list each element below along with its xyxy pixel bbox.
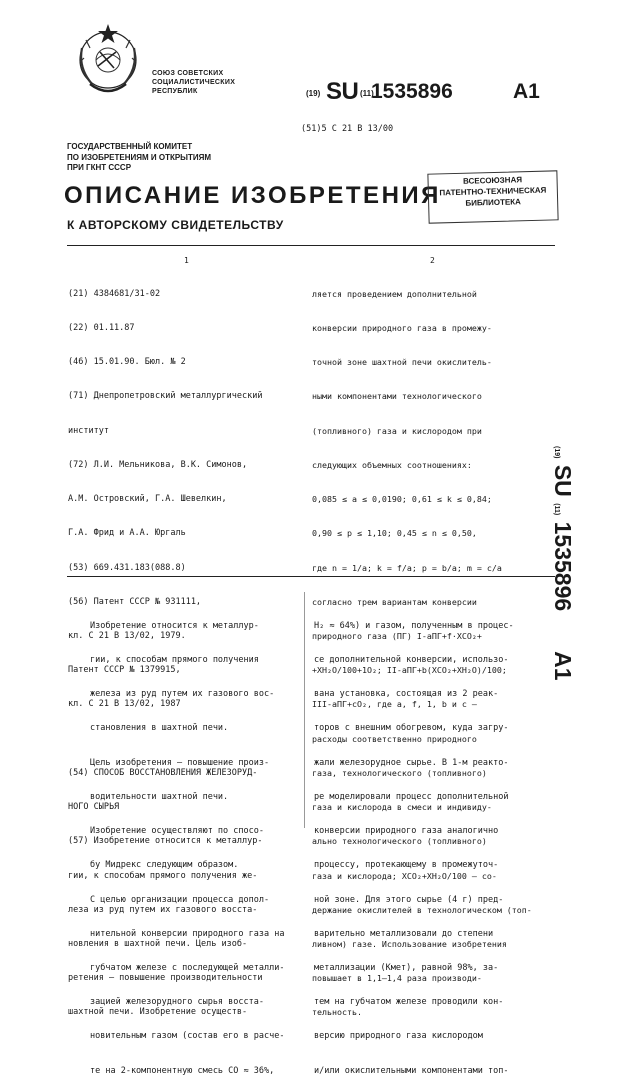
biblio-line: (54) СПОСОБ ВОССТАНОВЛЕНИЯ ЖЕЛЕЗОРУД- [68,767,258,778]
abstract-line: III-aПГ+cO₂, где a, f, 1, b и c – [312,699,477,710]
body-line: металлизации (Kмет), равной 98%, за- [314,963,499,973]
union-line: СОЮЗ СОВЕТСКИХ [152,70,224,77]
abstract-line: точной зоне шахтной печи окислитель- [312,357,492,368]
biblio-line: кл. С 21 В 13/02, 1987 [68,699,181,710]
country-code: SU [326,78,359,105]
body-line: тем на губчатом железе проводили кон- [314,997,504,1008]
abstract-line: тельность. [312,1007,362,1018]
biblio-line: (56) Патент СССР № 931111, [68,596,202,607]
body-line: губчатом железе с последующей металли- [90,963,285,973]
committee-block [67,142,211,174]
document-kind: A1 [513,80,540,103]
biblio-line: институт [68,425,109,436]
body-line: конверсии природного газа аналогично [314,826,499,837]
body-line: Изобретение осуществляют по спосо- [90,826,264,837]
abstract-line: природного газа (ПГ) I-aПГ+f·ХСO₂+ [312,631,482,641]
abstract-line: 0,90 ≤ p ≤ 1,10; 0,45 ≤ n ≤ 0,50, [312,528,477,539]
body-line: вана установка, состоящая из 2 реак- [314,689,499,700]
abstract-line: газа и кислорода; ХСО₂+ХН₂О/100 – со- [312,870,497,881]
body-line: бу Мидрекс следующим образом. [90,860,239,871]
biblio-line: (46) 15.01.90. Бюл. № 2 [68,357,186,368]
abstract-line: газа и кислорода в смеси и индивиду- [312,802,492,813]
body-line: варительно металлизовали до степени [314,928,494,939]
biblio-line: (53) 669.431.183(088.8) [68,562,186,573]
biblio-line: (57) Изобретение относится к металлур- [68,836,263,847]
body-line: Н₂ ≈ 64%) и газом, полученным в процес- [314,620,514,631]
abstract-line: ально технологического (топливного) [312,836,487,847]
biblio-line: новления в шахтной печи. Цель изоб- [68,938,248,949]
vertical-kind: A1 [550,651,576,681]
biblio-line: кл. С 21 В 13/02, 1979. [68,631,186,641]
body-line: процессу, протекающему в промежуточ- [314,860,499,871]
body-line: Изобретение относится к металлур- [90,620,259,631]
abstract-line: конверсии природного газа в промежу- [312,323,492,334]
vertical-number: 1535896 [550,521,576,612]
abstract-line: держание окислителей в технологическом (топ- [312,904,532,915]
abstract-rule [67,576,555,577]
body-line: зацией железорудного сырья восста- [90,997,264,1008]
committee-line: ПРИ ГКНТ СССР [67,163,132,172]
biblio-line: ретения – повышение производительности [68,973,263,984]
biblio-line: гии, к способам прямого получения же- [68,870,258,881]
library-stamp [427,170,558,223]
description-left-column [90,598,284,1088]
body-line: Цель изобретения – повышение произ- [90,757,270,768]
body-line: те на 2-компонентную смесь СО ≈ 36%, [90,1065,275,1076]
biblio-line: (22) 01.11.87 [68,323,135,334]
vertical-country: SU [550,464,576,497]
abstract-line: где n = 1/a; k = f/a; p = b/a; m = c/a [312,562,502,573]
biblio-line: (71) Днепропетровский металлургический [68,391,263,402]
body-line: железа из руд путем их газового вос- [90,689,275,700]
page-number-right: 2 [430,256,435,265]
abstract-line: согласно трем вариантам конверсии [312,596,477,607]
body-line: и/или окислительными компонентами топ- [314,1065,509,1076]
page-number-left: 1 [184,256,189,265]
biblio-line: шахтной печи. Изобретение осуществ- [68,1007,248,1018]
biblio-line: Г.А. Фрид и А.А. Юргаль [68,528,186,539]
committee-line: ПО ИЗОБРЕТЕНИЯМ И ОТКРЫТИЯМ [67,152,212,162]
body-line: ре моделировали процесс дополнительной [314,791,509,802]
abstract-line: следующих объемных соотношениях: [312,459,472,470]
document-subtitle: К АВТОРСКОМУ СВИДЕТЕЛЬСТВУ [67,218,284,232]
vertical-code-11: (11) [553,503,560,516]
body-line: становления в шахтной печи. [90,723,229,734]
state-emblem-icon [72,18,144,98]
body-line: нительной конверсии природного газа на [90,928,285,939]
abstract-line: повышает в 1,1–1,4 раза производи- [312,973,482,984]
abstract-line: расходы соответственно природного [312,733,477,744]
abstract-line: 0,085 ≤ a ≤ 0,0190; 0,61 ≤ k ≤ 0,84; [312,494,492,505]
body-line: С целью организации процесса допол- [90,894,270,905]
biblio-line: (21) 4384681/31-02 [68,288,161,299]
biblio-line: НОГО СЫРЬЯ [68,802,120,813]
inid-code-11: (11) [360,89,374,98]
vertical-patent-id [550,446,576,736]
patent-number: 1535896 [371,80,453,103]
abstract-line: ляется проведением дополнительной [312,288,477,299]
stamp-line: ВСЕСОЮЗНАЯ [462,175,523,186]
document-title: ОПИСАНИЕ ИЗОБРЕТЕНИЯ [64,182,441,209]
body-line: водительности шахтной печи. [90,791,229,802]
union-line: СОЦИАЛИСТИЧЕСКИХ [152,79,236,86]
abstract-line: газа, технологического (топливного) [312,767,487,778]
header-rule [67,245,555,246]
body-line: се дополнительной конверсии, использо- [314,655,509,666]
biblio-line: (72) Л.И. Мельникова, В.К. Симонов, [68,459,248,470]
abstract-line: ными компонентами технологического [312,391,482,402]
union-line: РЕСПУБЛИК [152,88,198,95]
ipc-classification: (51)5 С 21 В 13/00 [301,124,394,134]
committee-line: ГОСУДАРСТВЕННЫЙ КОМИТЕТ [67,142,193,151]
biblio-line: А.М. Островский, Г.А. Шевелкин, [68,494,227,505]
body-line: новительным газом (состав его в расче- [90,1031,285,1042]
vertical-code-19: (19) [553,446,560,459]
biblio-line: Патент СССР № 1379915, [68,665,181,676]
stamp-line: ПАТЕНТНО-ТЕХНИЧЕСКАЯ [439,185,547,198]
abstract-line: ливном) газе. Использование изобретения [312,938,507,949]
description-right-column [314,598,514,1088]
body-line: гии, к способам прямого получения [90,655,259,666]
stamp-line: БИБЛИОТЕКА [465,197,522,208]
column-divider [304,592,305,828]
inid-code-19: (19) [306,89,321,98]
body-line: версию природного газа кислородом [314,1031,483,1042]
abstract-line: (топливного) газа и кислородом при [312,425,482,436]
body-line: жали железорудное сырье. В 1-м реакто- [314,757,509,768]
abstract-line: +ХН₂О/100+1O₂; II-aПГ+b(ХСО₂+ХН₂О)/100; [312,665,507,676]
union-name [152,69,235,96]
body-line: торов с внешним обогревом, куда загру- [314,723,509,734]
body-line: ной зоне. Для этого сырье (4 г) пред- [314,894,504,905]
biblio-line: леза из руд путем их газового восста- [68,904,258,915]
